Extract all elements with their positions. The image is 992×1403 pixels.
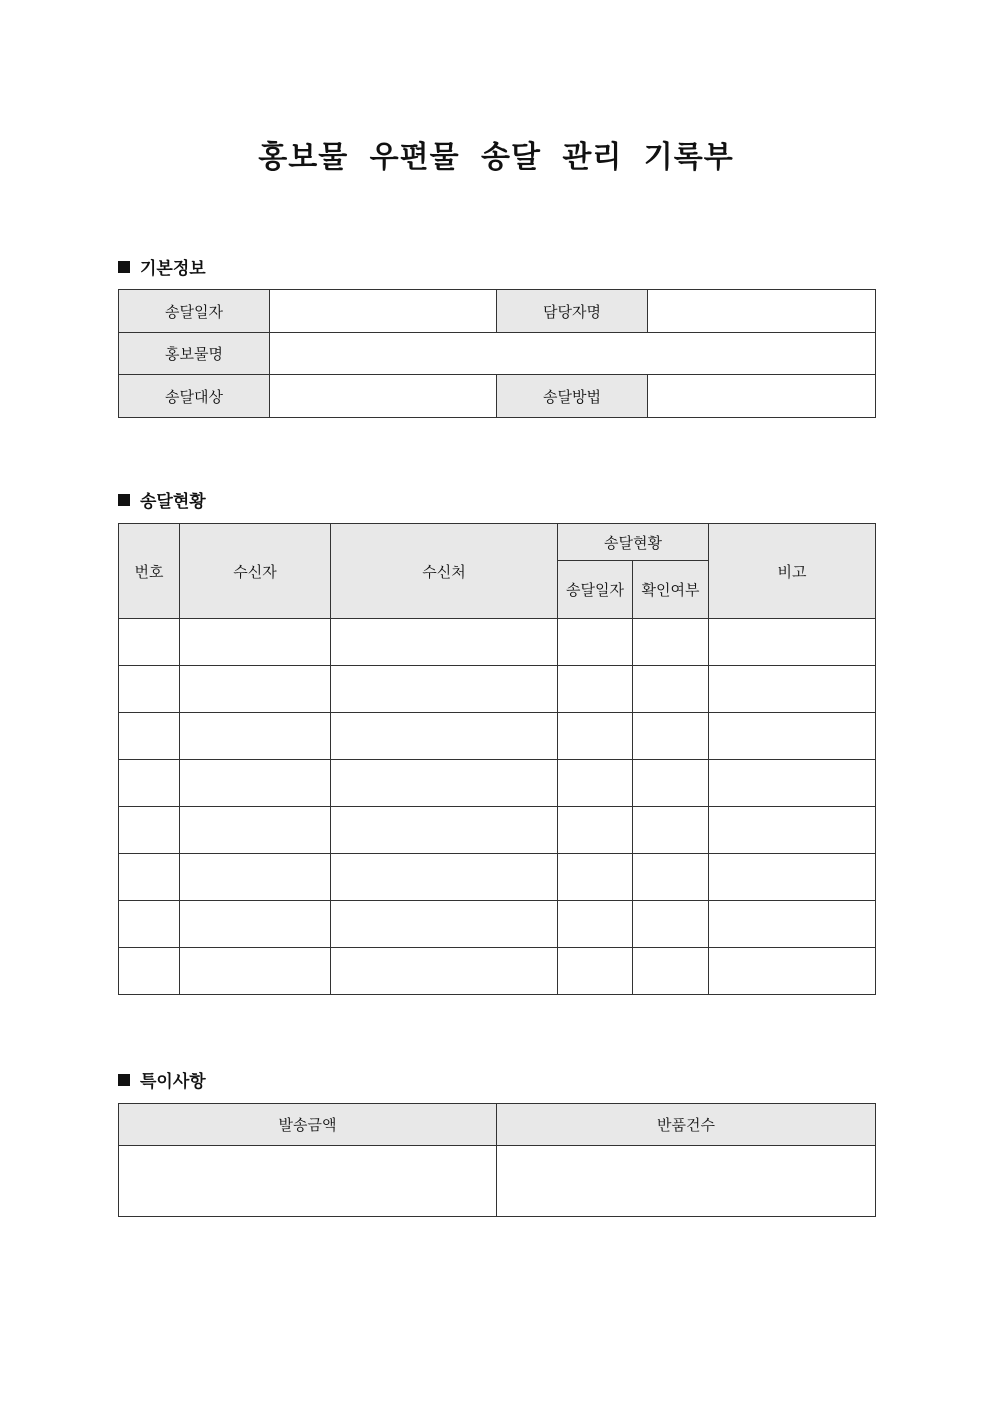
delivery-target-field[interactable] (270, 375, 497, 418)
confirmed-cell[interactable] (633, 713, 709, 760)
special-notes-heading (118, 1067, 206, 1092)
table-row (119, 854, 876, 901)
col-number-header: 번호 (119, 524, 180, 619)
table-row (119, 713, 876, 760)
delivery-date-cell[interactable] (558, 713, 633, 760)
delivery-date-label: 송달일자 (119, 290, 270, 333)
address-cell[interactable] (331, 807, 558, 854)
delivery-target-label: 송달대상 (119, 375, 270, 418)
special-notes-heading-text: 특이사항 (140, 1072, 206, 1092)
number-cell[interactable] (119, 948, 180, 995)
remarks-cell[interactable] (709, 666, 876, 713)
table-row (119, 901, 876, 948)
col-recipient-header: 수신자 (180, 524, 331, 619)
table-row (119, 619, 876, 666)
number-cell[interactable] (119, 666, 180, 713)
table-row (119, 807, 876, 854)
number-cell[interactable] (119, 807, 180, 854)
table-row (119, 948, 876, 995)
address-cell[interactable] (331, 901, 558, 948)
return-count-field[interactable] (497, 1146, 876, 1217)
promo-name-label: 홍보물명 (119, 333, 270, 375)
manager-name-field[interactable] (648, 290, 876, 333)
square-bullet-icon (118, 261, 130, 273)
return-count-header: 반품건수 (497, 1104, 876, 1146)
basic-info-heading (118, 254, 206, 279)
col-confirmed-header (633, 561, 709, 619)
recipient-cell[interactable] (180, 619, 331, 666)
header-row (119, 1104, 876, 1146)
delivery-status-body (119, 619, 876, 995)
number-cell[interactable] (119, 619, 180, 666)
shipping-amount-field[interactable] (119, 1146, 497, 1217)
number-cell[interactable] (119, 854, 180, 901)
manager-name-label: 담당자명 (497, 290, 648, 333)
recipient-cell[interactable] (180, 854, 331, 901)
col-address-header: 수신처 (331, 524, 558, 619)
delivery-status-heading-text: 송달현황 (140, 492, 206, 512)
confirmed-cell[interactable] (633, 854, 709, 901)
col-confirmed-header-text: 확인여부 (641, 580, 700, 599)
address-cell[interactable] (331, 666, 558, 713)
address-cell[interactable] (331, 948, 558, 995)
table-row (119, 666, 876, 713)
basic-info-table (118, 289, 876, 418)
notes-value-row (119, 1146, 876, 1217)
recipient-cell[interactable] (180, 948, 331, 995)
square-bullet-icon (118, 1074, 130, 1086)
delivery-date-cell[interactable] (558, 901, 633, 948)
delivery-date-cell[interactable] (558, 619, 633, 666)
address-cell[interactable] (331, 713, 558, 760)
address-cell[interactable] (331, 619, 558, 666)
recipient-cell[interactable] (180, 760, 331, 807)
address-cell[interactable] (331, 854, 558, 901)
confirmed-cell[interactable] (633, 901, 709, 948)
confirmed-cell[interactable] (633, 948, 709, 995)
delivery-date-field[interactable] (270, 290, 497, 333)
remarks-cell[interactable] (709, 760, 876, 807)
basic-info-row (119, 290, 876, 333)
col-remarks-header: 비고 (709, 524, 876, 619)
promo-name-field[interactable] (270, 333, 876, 375)
special-notes-table (118, 1103, 876, 1217)
remarks-cell[interactable] (709, 807, 876, 854)
remarks-cell[interactable] (709, 901, 876, 948)
remarks-cell[interactable] (709, 854, 876, 901)
remarks-cell[interactable] (709, 948, 876, 995)
delivery-status-heading (118, 487, 206, 512)
col-delivery-date-header (558, 561, 633, 619)
confirmed-cell[interactable] (633, 666, 709, 713)
confirmed-cell[interactable] (633, 807, 709, 854)
address-cell[interactable] (331, 760, 558, 807)
delivery-date-cell[interactable] (558, 760, 633, 807)
remarks-cell[interactable] (709, 619, 876, 666)
delivery-date-cell[interactable] (558, 948, 633, 995)
basic-info-heading-text: 기본정보 (140, 259, 206, 279)
col-status-group-header: 송달현황 (558, 524, 709, 561)
delivery-date-cell[interactable] (558, 666, 633, 713)
delivery-method-label: 송달방법 (497, 375, 648, 418)
shipping-amount-header: 발송금액 (119, 1104, 497, 1146)
document-title: 홍보물 우편물 송달 관리 기록부 (258, 140, 734, 175)
basic-info-row (119, 333, 876, 375)
square-bullet-icon (118, 494, 130, 506)
delivery-method-field[interactable] (648, 375, 876, 418)
recipient-cell[interactable] (180, 807, 331, 854)
delivery-date-cell[interactable] (558, 807, 633, 854)
recipient-cell[interactable] (180, 901, 331, 948)
table-row (119, 760, 876, 807)
confirmed-cell[interactable] (633, 619, 709, 666)
number-cell[interactable] (119, 713, 180, 760)
number-cell[interactable] (119, 901, 180, 948)
remarks-cell[interactable] (709, 713, 876, 760)
recipient-cell[interactable] (180, 713, 331, 760)
basic-info-row (119, 375, 876, 418)
recipient-cell[interactable] (180, 666, 331, 713)
col-delivery-date-header-text: 송달일자 (566, 580, 624, 599)
number-cell[interactable] (119, 760, 180, 807)
delivery-status-table (118, 523, 876, 995)
header-row (119, 524, 876, 561)
confirmed-cell[interactable] (633, 760, 709, 807)
delivery-date-cell[interactable] (558, 854, 633, 901)
